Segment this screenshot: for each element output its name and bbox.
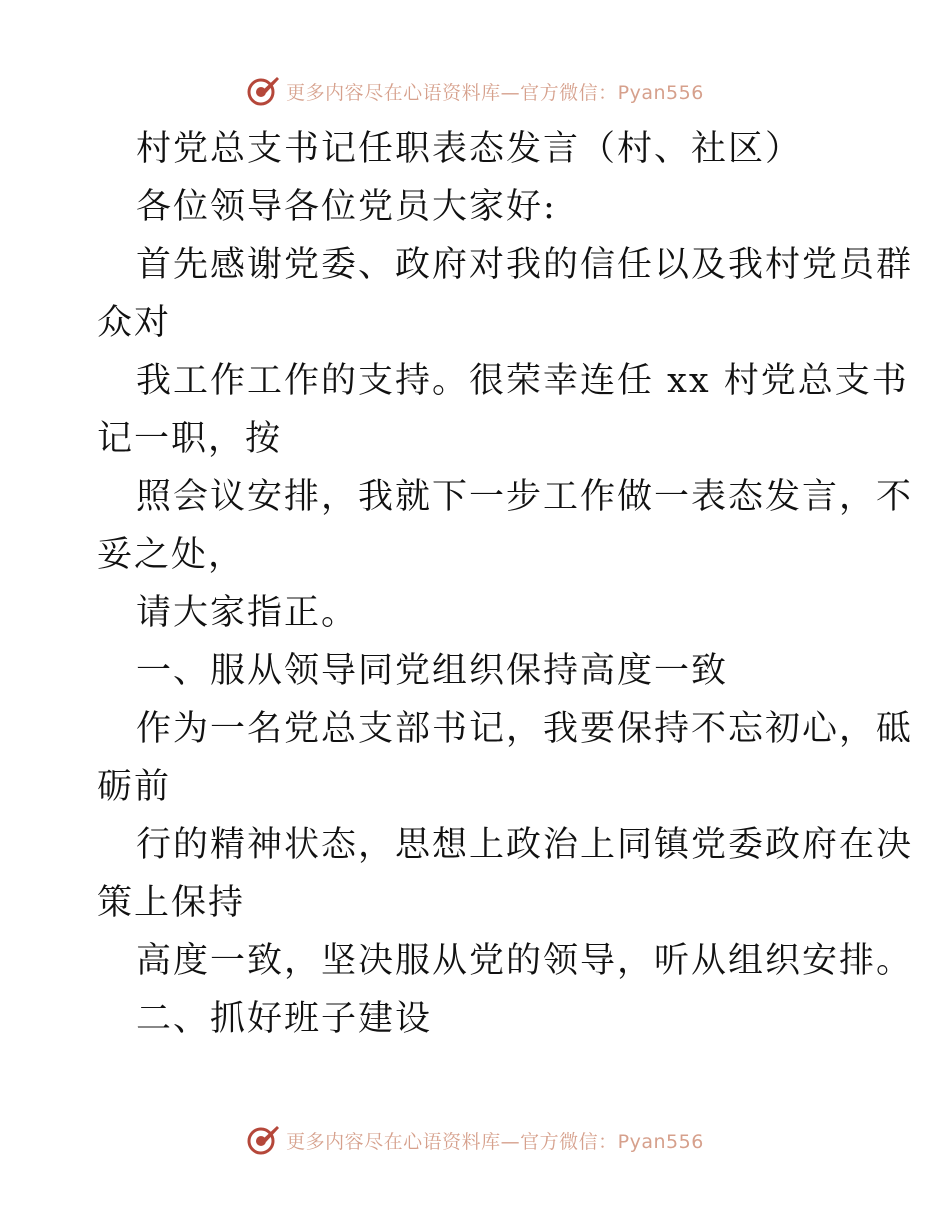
pen-circle-logo-icon — [246, 74, 280, 108]
salutation: 各位领导各位党员大家好: — [136, 187, 557, 227]
paragraph-line: 照会议安排，我就下一步工作做一表态发言，不 — [136, 477, 914, 517]
document-title: 村党总支书记任职表态发言（村、社区） — [136, 129, 803, 169]
pen-circle-logo-icon — [246, 1123, 280, 1157]
paragraph-line: 砺前 — [97, 767, 172, 807]
section-heading: 二、抓好班子建设 — [136, 999, 433, 1039]
watermark-text: 更多内容尽在心语资料库—官方微信：Pyan556 — [286, 81, 704, 104]
section-heading: 一、服从领导同党组织保持高度一致 — [136, 651, 729, 691]
paragraph-line: 记一职，按 — [97, 419, 283, 459]
header-watermark — [0, 71, 950, 111]
paragraph-line: 作为一名党总支部书记，我要保持不忘初心，砥 — [136, 709, 914, 749]
paragraph-line: 妥之处， — [97, 535, 246, 575]
footer-watermark — [0, 1120, 950, 1160]
paragraph-line: 首先感谢党委、政府对我的信任以及我村党员群 — [136, 245, 914, 285]
paragraph-line: 高度一致，坚决服从党的领导，听从组织安排。 — [136, 941, 914, 981]
paragraph-line: 策上保持 — [97, 883, 246, 923]
paragraph-line: 请大家指正。 — [136, 593, 359, 633]
paragraph-line: 行的精神状态，思想上政治上同镇党委政府在决 — [136, 825, 914, 865]
document-body — [97, 120, 914, 1048]
paragraph-line: 我工作工作的支持。很荣幸连任 xx 村党总支书 — [136, 361, 909, 401]
watermark-text: 更多内容尽在心语资料库—官方微信：Pyan556 — [286, 1130, 704, 1153]
paragraph-line: 众对 — [97, 303, 172, 343]
